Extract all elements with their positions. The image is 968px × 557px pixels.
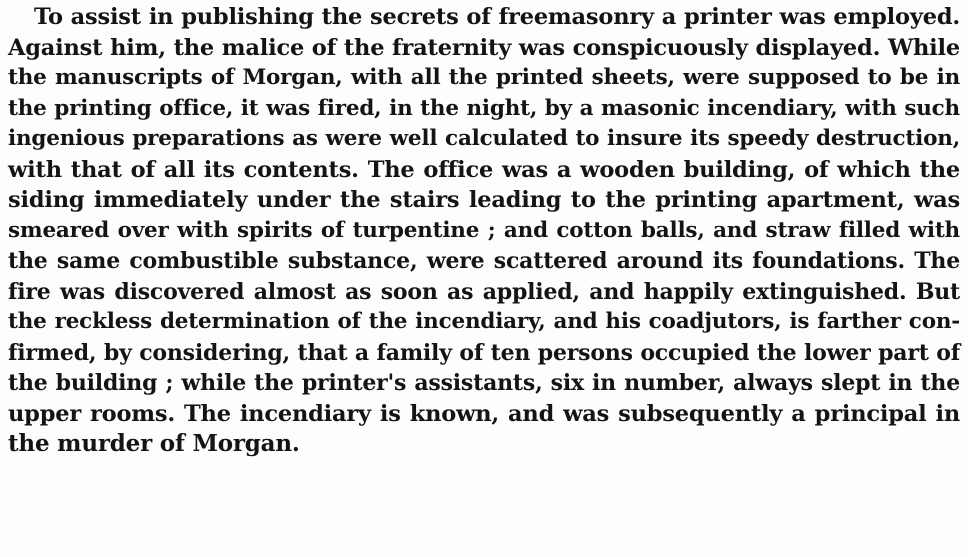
- text-line-14: upper rooms. The incendiary is known, and was subsequently a principal in: [8, 400, 960, 427]
- text-line-1: To assist in publishing the secrets of freemasonry a printer was employed.: [34, 4, 960, 30]
- text-line-6: with that of all its contents. The office was a wooden building, of which the: [8, 156, 960, 183]
- text-line-12: firmed, by considering, that a family of ten persons occupied the lower part of: [8, 339, 960, 366]
- text-line-9: the same combustible substance, were scattered around its foundations. The: [8, 248, 960, 274]
- text-line-11: the reckless determination of the incendiary, and his coadjutors, is farther con-: [8, 309, 960, 334]
- text-line-5: ingenious preparations as were well calculated to insure its speedy destruction,: [8, 126, 960, 151]
- text-line-2: Against him, the malice of the fraternity was conspicuously displayed. While: [8, 34, 960, 61]
- text-line-7: siding immediately under the stairs leading to the printing apartment, was: [8, 187, 960, 213]
- text-line-4: the printing office, it was fired, in the night, by a masonic incendiary, with such: [8, 95, 960, 121]
- text-line-3: the manuscripts of Morgan, with all the printed sheets, were supposed to be in: [8, 65, 960, 90]
- text-line-15: the murder of Morgan.: [8, 430, 300, 457]
- text-line-10: fire was discovered almost as soon as applied, and happily extinguished. But: [8, 278, 960, 305]
- text-line-8: smeared over with spirits of turpentine ; and cotton balls, and straw filled with: [8, 217, 960, 243]
- text-line-13: the building ; while the printer's assistants, six in number, always slept in the: [8, 370, 960, 396]
- paragraph-text: [8, 2, 960, 460]
